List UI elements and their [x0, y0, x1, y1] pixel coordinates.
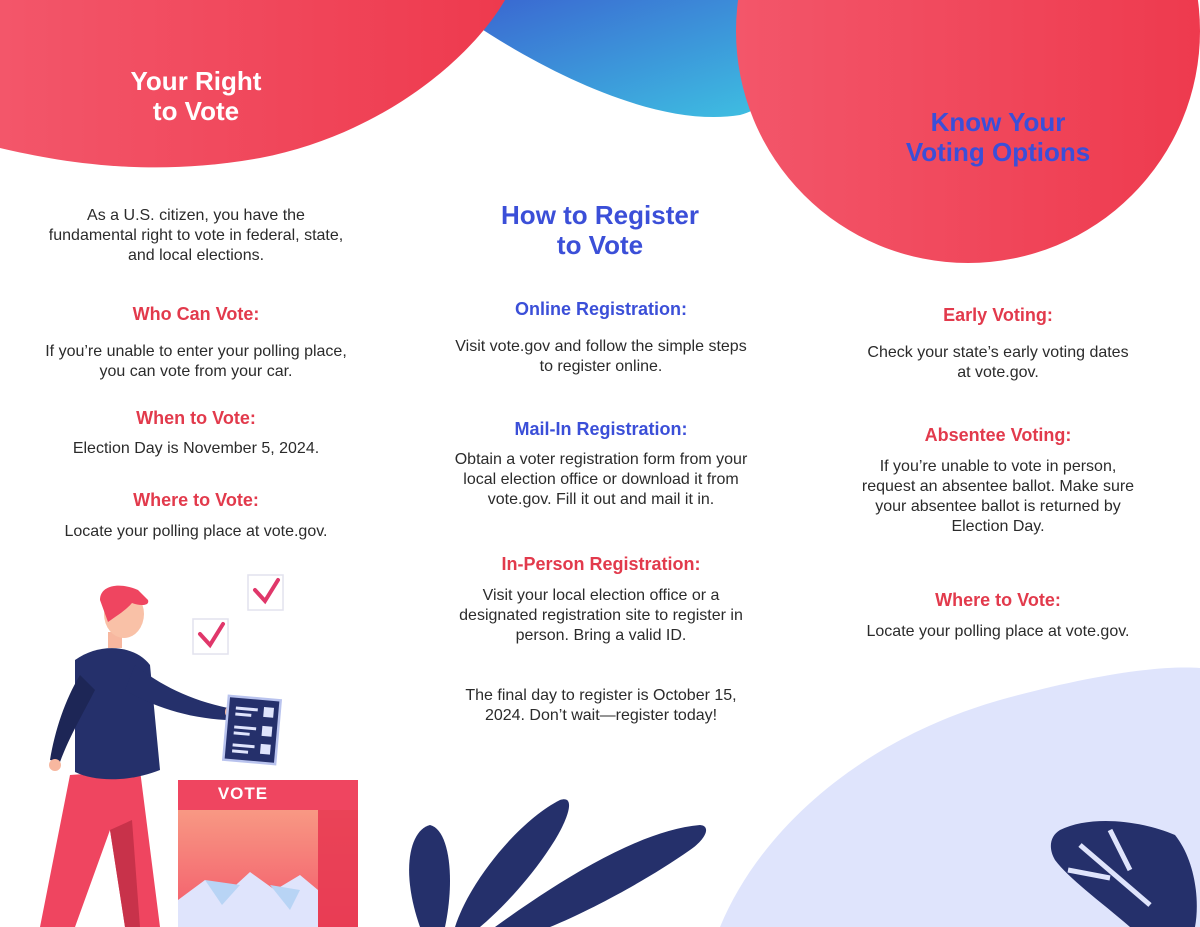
early-voting-heading: Early Voting:: [943, 305, 1053, 325]
middle-panel-title: [450, 200, 750, 260]
leaf-decor-middle: [409, 799, 706, 927]
right-title-line2: Voting Options: [905, 137, 1091, 167]
when-to-vote-heading: When to Vote:: [136, 408, 256, 428]
mid-title-line2: to Vote: [556, 230, 644, 260]
mid-title-line1: How to Register: [501, 200, 699, 230]
ballot-box-label: VOTE: [217, 784, 269, 803]
who-can-vote-heading: Who Can Vote:: [132, 304, 260, 324]
where-to-vote-text-right: Locate your polling place at vote.gov.: [866, 623, 1130, 640]
who-can-vote-text: If you’re unable to enter your polling place, you can vote from your car.: [45, 343, 347, 380]
absentee-voting-heading: Absentee Voting:: [924, 425, 1072, 445]
mail-in-registration-heading: Mail-In Registration:: [514, 419, 688, 439]
checkmark-card-1: [248, 575, 283, 610]
left-intro: As a U.S. citizen, you have the fundamental right to vote in federal, state, and local elections.: [48, 207, 344, 264]
in-person-registration-text: Visit your local election office or a designated registration site to register in person. Bring a valid ID.: [459, 587, 743, 644]
ballot-paper: [223, 696, 280, 764]
early-voting-text: Check your state’s early voting dates at vote.gov.: [867, 344, 1129, 381]
registration-deadline-text: The final day to register is October 15, 2024. Don’t wait—register today!: [465, 687, 737, 724]
where-to-vote-heading-left: Where to Vote:: [133, 490, 259, 510]
left-panel-title: [96, 66, 296, 126]
left-title-line1: Your Right: [130, 66, 262, 96]
where-to-vote-heading-right: Where to Vote:: [935, 590, 1061, 610]
when-to-vote-text: Election Day is November 5, 2024.: [72, 440, 320, 457]
mail-in-registration-text: Obtain a voter registration form from your local election office or download it from vote.gov. Fill it out and mail it in.: [454, 451, 748, 508]
left-title-line2: to Vote: [152, 96, 240, 126]
right-title-line1: Know Your: [930, 107, 1066, 137]
online-registration-heading: Online Registration:: [514, 299, 687, 319]
right-panel-title: [848, 107, 1148, 167]
absentee-voting-text: If you’re unable to vote in person, request an absentee ballot. Make sure your absentee ballot is returned by Election Day.: [861, 458, 1135, 535]
in-person-registration-heading: In-Person Registration:: [501, 554, 701, 574]
checkmark-card-2: [193, 619, 228, 654]
online-registration-text: Visit vote.gov and follow the simple steps to register online.: [455, 338, 747, 375]
where-to-vote-text-left: Locate your polling place at vote.gov.: [64, 523, 328, 540]
